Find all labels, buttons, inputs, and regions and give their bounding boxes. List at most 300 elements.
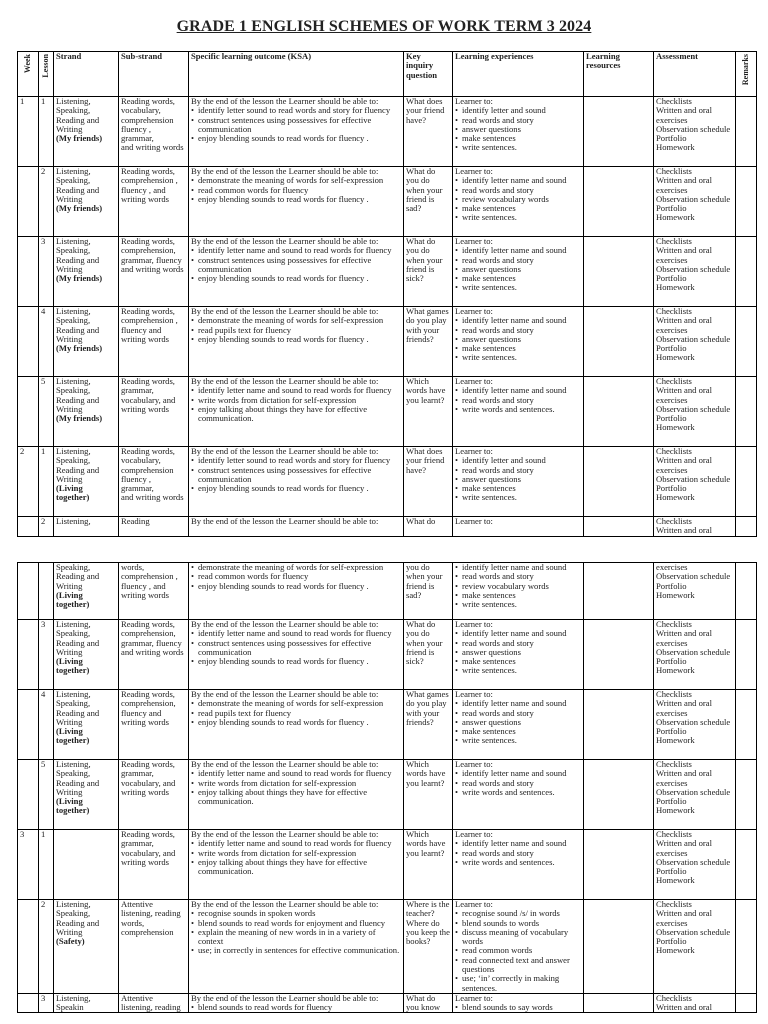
le-cell-intro: Learner to:: [455, 829, 493, 839]
lesson-cell: 4: [39, 307, 54, 377]
slo-cell-item: • identify letter sound to read words and story for fluency: [191, 106, 401, 115]
le-cell-list: [455, 386, 581, 414]
strand-text: Listening, Speaking, Reading and Writing: [56, 376, 100, 414]
lesson-cell: 2: [39, 900, 54, 994]
strand-cell: [54, 563, 119, 620]
header-remarks: Remarks: [736, 52, 757, 97]
strand-theme: (Living together): [56, 726, 90, 746]
le-cell-item: • make sentences: [455, 591, 581, 600]
le-cell-intro: Learner to:: [455, 446, 493, 456]
le-cell-intro: Learner to:: [455, 689, 493, 699]
slo-cell: [189, 993, 404, 1013]
slo-cell: [189, 167, 404, 237]
slo-cell-item: • enjoy blending sounds to read words for fluency .: [191, 718, 401, 727]
resources-cell: [584, 97, 654, 167]
week-cell: [18, 167, 39, 237]
strand-text: Listening, Speaking, Reading and Writing: [56, 759, 100, 797]
table-row: [18, 167, 757, 237]
slo-cell-item: • construct sentences using possessives for effective communication: [191, 639, 401, 658]
strand-cell: [54, 830, 119, 900]
slo-cell-list: [191, 106, 401, 143]
slo-cell-item: • enjoy talking about things they have for effective communication.: [191, 858, 401, 877]
resources-cell: [584, 620, 654, 690]
strand-theme: (My friends): [56, 203, 103, 214]
strand-text: Listening, Speaking, Reading and Writing: [56, 166, 100, 204]
substrand-cell: Reading words, grammar, vocabulary, and writing words: [119, 377, 189, 447]
kiq-cell: What do you know: [404, 993, 453, 1013]
le-cell: [453, 993, 584, 1013]
le-cell-item: • write sentences.: [455, 143, 581, 152]
strand-theme: (My friends): [56, 343, 103, 354]
le-cell: [453, 307, 584, 377]
strand-cell: Listening, Speakin: [54, 993, 119, 1013]
le-cell-item: • write sentences.: [455, 353, 581, 362]
substrand-cell: Reading words, comprehension, fluency and writing words: [119, 690, 189, 760]
le-cell-item: • answer questions: [455, 648, 581, 657]
le-cell-list: [455, 456, 581, 502]
slo-cell-item: • demonstrate the meaning of words for self-expression: [191, 563, 401, 572]
strand-theme: (My friends): [56, 133, 103, 144]
strand-cell: [54, 307, 119, 377]
slo-cell-intro: By the end of the lesson the Learner should be able to:: [191, 376, 379, 386]
le-cell-list: [455, 629, 581, 675]
le-cell-item: • discuss meaning of vocabulary words: [455, 928, 581, 947]
le-cell-item: • read words and story: [455, 256, 581, 265]
table-row: [18, 690, 757, 760]
header-assessment: Assessment: [654, 52, 736, 97]
lesson-cell: [39, 563, 54, 620]
lesson-cell: 1: [39, 447, 54, 517]
le-cell-item: • read common words: [455, 946, 581, 955]
le-cell-item: • answer questions: [455, 335, 581, 344]
strand-cell: [54, 97, 119, 167]
schemes-table-page-2: [17, 562, 757, 1013]
slo-cell-item: • enjoy blending sounds to read words for fluency .: [191, 484, 401, 493]
le-cell-item: • write sentences.: [455, 600, 581, 609]
le-cell-item: • read connected text and answer questions: [455, 956, 581, 975]
kiq-cell: What does your friend have?: [404, 97, 453, 167]
assessment-cell: Checklists Written and oral exercises Observation schedule Portfolio Homework: [654, 237, 736, 307]
slo-cell: [189, 690, 404, 760]
le-cell-item: • answer questions: [455, 265, 581, 274]
resources-cell: [584, 517, 654, 537]
table-row: [18, 900, 757, 994]
strand-text: Listening, Speaking, Reading and Writing: [56, 899, 100, 937]
remarks-cell: [736, 760, 757, 830]
slo-cell: [189, 237, 404, 307]
substrand-cell: words, comprehension , fluency , and writing words: [119, 563, 189, 620]
strand-text: Speaking, Reading and Writing: [56, 562, 100, 591]
week-cell: [18, 760, 39, 830]
slo-cell-item: • use; in correctly in sentences for effective communication.: [191, 946, 401, 955]
assessment-cell: Checklists Written and oral exercises Observation schedule Portfolio Homework: [654, 830, 736, 900]
le-cell-intro: Learner to:: [455, 306, 493, 316]
lesson-cell: 2: [39, 517, 54, 537]
remarks-cell: [736, 993, 757, 1013]
slo-cell-item: • enjoy blending sounds to read words for fluency .: [191, 195, 401, 204]
table-row: [18, 830, 757, 900]
strand-theme: (Living together): [56, 589, 90, 610]
slo-cell-item: • demonstrate the meaning of words for self-expression: [191, 699, 401, 708]
le-cell-item: • write sentences.: [455, 736, 581, 745]
slo-cell-list: [191, 246, 401, 283]
assessment-cell: Checklists Written and oral exercises Observation schedule Portfolio Homework: [654, 167, 736, 237]
kiq-cell: Which words have you learnt?: [404, 760, 453, 830]
slo-cell-item: • identify letter name and sound to read words for fluency: [191, 769, 401, 778]
le-cell-list: [455, 699, 581, 745]
slo-cell: [189, 307, 404, 377]
remarks-cell: [736, 237, 757, 307]
slo-cell-item: • blend sounds to read words for fluency: [191, 1003, 401, 1012]
lesson-cell: 4: [39, 690, 54, 760]
le-cell-intro: Learner to:: [455, 619, 493, 629]
week-cell: [18, 620, 39, 690]
le-cell-list: [455, 106, 581, 152]
slo-cell-intro: By the end of the lesson the Learner should be able to:: [191, 236, 379, 246]
slo-cell-list: [191, 629, 401, 666]
slo-cell-intro: By the end of the lesson the Learner should be able to:: [191, 689, 379, 699]
table-row: [18, 760, 757, 830]
assessment-cell: Checklists Written and oral exercises Observation schedule Portfolio Homework: [654, 690, 736, 760]
resources-cell: [584, 377, 654, 447]
resources-cell: [584, 307, 654, 377]
remarks-cell: [736, 377, 757, 447]
slo-cell-item: • recognise sounds in spoken words: [191, 909, 401, 918]
substrand-cell: Reading words, grammar, vocabulary, and writing words: [119, 830, 189, 900]
substrand-cell: Reading words, grammar, vocabulary, and writing words: [119, 760, 189, 830]
lesson-cell: 3: [39, 993, 54, 1013]
le-cell-item: • write words and sentences.: [455, 788, 581, 797]
le-cell: Learner to:: [453, 517, 584, 537]
table-row: [18, 307, 757, 377]
kiq-cell: Where is the teacher? Where do you keep the books?: [404, 900, 453, 994]
header-substrand: Sub-strand: [119, 52, 189, 97]
le-cell: [453, 690, 584, 760]
le-cell-item: • identify letter name and sound: [455, 629, 581, 638]
header-row: [18, 52, 757, 97]
week-cell: [18, 237, 39, 307]
slo-cell-list: [191, 839, 401, 876]
strand-text: Listening, Speaking, Reading and Writing: [56, 306, 100, 344]
le-cell-intro: Learner to:: [455, 899, 493, 909]
le-cell-item: • read words and story: [455, 186, 581, 195]
remarks-cell: [736, 690, 757, 760]
strand-cell: [54, 237, 119, 307]
week-cell: 1: [18, 97, 39, 167]
strand-cell: [54, 167, 119, 237]
resources-cell: [584, 830, 654, 900]
assessment-cell: Checklists Written and oral: [654, 993, 736, 1013]
le-cell-item: • identify letter name and sound: [455, 699, 581, 708]
table-row: [18, 620, 757, 690]
le-cell-item: • identify letter name and sound: [455, 246, 581, 255]
le-cell-item: • review vocabulary words: [455, 582, 581, 591]
week-cell: [18, 517, 39, 537]
le-cell-list: [455, 909, 581, 993]
substrand-cell: Reading words, vocabulary, comprehension fluency , grammar, and writing words: [119, 97, 189, 167]
le-cell: [453, 900, 584, 994]
le-cell-list: [455, 769, 581, 797]
resources-cell: [584, 993, 654, 1013]
document-title: GRADE 1 ENGLISH SCHEMES OF WORK TERM 3 2024: [176, 18, 592, 35]
le-cell-item: • make sentences: [455, 274, 581, 283]
slo-cell: [189, 620, 404, 690]
le-cell-item: • identify letter name and sound: [455, 316, 581, 325]
table-row-partial: [18, 517, 757, 537]
assessment-cell: Checklists Written and oral exercises Observation schedule Portfolio Homework: [654, 620, 736, 690]
kiq-cell: you do when your friend is sad?: [404, 563, 453, 620]
le-cell-item: • identify letter name and sound: [455, 839, 581, 848]
le-cell-list: [455, 563, 581, 609]
remarks-cell: [736, 447, 757, 517]
kiq-cell: Which words have you learnt?: [404, 830, 453, 900]
slo-cell-intro: By the end of the lesson the Learner should be able to:: [191, 759, 379, 769]
remarks-cell: [736, 620, 757, 690]
assessment-cell: Checklists Written and oral exercises Observation schedule Portfolio Homework: [654, 307, 736, 377]
le-cell-item: • write sentences.: [455, 666, 581, 675]
table-row: [18, 377, 757, 447]
slo-cell: [189, 563, 404, 620]
slo-cell-item: • demonstrate the meaning of words for self-expression: [191, 316, 401, 325]
kiq-cell: What games do you play with your friends?: [404, 690, 453, 760]
header-kiq: Key inquiry question: [404, 52, 453, 97]
strand-cell: [54, 690, 119, 760]
le-cell-list: [455, 316, 581, 362]
kiq-cell: What does your friend have?: [404, 447, 453, 517]
le-cell-list: [455, 839, 581, 867]
slo-cell: [189, 830, 404, 900]
resources-cell: [584, 237, 654, 307]
slo-cell-intro: By the end of the lesson the Learner should be able to:: [191, 993, 379, 1003]
substrand-cell: Reading: [119, 517, 189, 537]
slo-cell-list: [191, 563, 401, 591]
week-cell: [18, 563, 39, 620]
le-cell-item: • write sentences.: [455, 493, 581, 502]
schemes-table-page-1: [17, 51, 757, 537]
table-row: [18, 97, 757, 167]
week-cell: [18, 900, 39, 994]
strand-cell: Listening,: [54, 517, 119, 537]
slo-cell-item: • read pupils text for fluency: [191, 709, 401, 718]
header-learning-resources: Learning resources: [584, 52, 654, 97]
le-cell: [453, 377, 584, 447]
strand-text: Listening, Speaking, Reading and Writing: [56, 236, 100, 274]
le-cell: [453, 447, 584, 517]
slo-cell-list: [191, 456, 401, 493]
header-strand: Strand: [54, 52, 119, 97]
le-cell-item: • make sentences: [455, 344, 581, 353]
strand-theme: (Living together): [56, 656, 90, 676]
substrand-cell: Reading words, comprehension, grammar, fluency and writing words: [119, 620, 189, 690]
le-cell: [453, 97, 584, 167]
slo-cell: [189, 377, 404, 447]
slo-cell-item: • construct sentences using possessives for effective communication: [191, 116, 401, 135]
slo-cell-list: [191, 769, 401, 806]
le-cell-item: • identify letter name and sound: [455, 386, 581, 395]
slo-cell-item: • construct sentences using possessives for effective communication: [191, 466, 401, 485]
slo-cell-item: • read common words for fluency: [191, 186, 401, 195]
lesson-cell: 1: [39, 97, 54, 167]
slo-cell-list: [191, 316, 401, 344]
slo-cell: [189, 97, 404, 167]
le-cell-item: • identify letter name and sound: [455, 176, 581, 185]
le-cell-item: • read words and story: [455, 779, 581, 788]
le-cell-item: • answer questions: [455, 718, 581, 727]
le-cell-list: [455, 246, 581, 292]
resources-cell: [584, 760, 654, 830]
slo-cell-item: • identify letter name and sound to read words for fluency: [191, 839, 401, 848]
table-row-continued: [18, 563, 757, 620]
strand-text: Listening, Speaking, Reading and Writing: [56, 619, 100, 657]
slo-cell-intro: By the end of the lesson the Learner should be able to:: [191, 446, 379, 456]
strand-theme: (My friends): [56, 273, 103, 284]
strand-cell: [54, 377, 119, 447]
header-slo: Specific learning outcome (KSA): [189, 52, 404, 97]
slo-cell-intro: By the end of the lesson the Learner should be able to:: [191, 619, 379, 629]
resources-cell: [584, 447, 654, 517]
header-lesson: Lesson: [39, 52, 54, 97]
slo-cell-item: • explain the meaning of new words in in a variety of context: [191, 928, 401, 947]
strand-theme: (Living together): [56, 483, 90, 503]
le-cell-item: • write sentences.: [455, 283, 581, 292]
le-cell-list: [455, 1003, 581, 1012]
slo-cell-item: • enjoy blending sounds to read words for fluency .: [191, 657, 401, 666]
slo-cell-intro: By the end of the lesson the Learner should be able to:: [191, 306, 379, 316]
substrand-cell: Attentive listening, reading words, comprehension: [119, 900, 189, 994]
assessment-cell: Checklists Written and oral exercises Observation schedule Portfolio Homework: [654, 900, 736, 994]
le-cell-item: • blend sounds to words: [455, 919, 581, 928]
week-cell: [18, 307, 39, 377]
slo-cell-item: • enjoy talking about things they have for effective communication.: [191, 788, 401, 807]
le-cell-intro: Learner to:: [455, 236, 493, 246]
le-cell-item: • answer questions: [455, 475, 581, 484]
resources-cell: [584, 167, 654, 237]
assessment-cell: exercises Observation schedule Portfolio Homework: [654, 563, 736, 620]
slo-cell: [189, 900, 404, 994]
le-cell-item: • read words and story: [455, 639, 581, 648]
strand-text: Listening, Speaking, Reading and Writing: [56, 96, 100, 134]
strand-theme: (My friends): [56, 413, 103, 424]
slo-cell: [189, 760, 404, 830]
remarks-cell: [736, 563, 757, 620]
slo-cell-list: [191, 1003, 401, 1012]
le-cell-item: • read words and story: [455, 709, 581, 718]
slo-cell-item: • identify letter sound to read words and story for fluency: [191, 456, 401, 465]
le-cell-item: • identify letter name and sound: [455, 769, 581, 778]
remarks-cell: [736, 97, 757, 167]
le-cell: [453, 563, 584, 620]
slo-cell-item: • read common words for fluency: [191, 572, 401, 581]
strand-text: Listening, Speaking, Reading and Writing: [56, 689, 100, 727]
week-cell: 3: [18, 830, 39, 900]
slo-cell-list: [191, 699, 401, 727]
kiq-cell: Which words have you learnt?: [404, 377, 453, 447]
le-cell: [453, 167, 584, 237]
week-cell: [18, 690, 39, 760]
le-cell-item: • blend sounds to say words: [455, 1003, 581, 1012]
slo-cell-intro: By the end of the lesson the Learner should be able to:: [191, 829, 379, 839]
assessment-cell: Checklists Written and oral exercises Observation schedule Portfolio Homework: [654, 760, 736, 830]
lesson-cell: 3: [39, 620, 54, 690]
lesson-cell: 5: [39, 377, 54, 447]
substrand-cell: Reading words, vocabulary, comprehension fluency , grammar, and writing words: [119, 447, 189, 517]
table-row: [18, 237, 757, 307]
kiq-cell: What games do you play with your friends?: [404, 307, 453, 377]
remarks-cell: [736, 830, 757, 900]
slo-cell-item: • enjoy blending sounds to read words for fluency .: [191, 335, 401, 344]
le-cell-intro: Learner to:: [455, 166, 493, 176]
strand-cell: [54, 447, 119, 517]
assessment-cell: Checklists Written and oral: [654, 517, 736, 537]
strand-cell: [54, 900, 119, 994]
le-cell-item: • write words and sentences.: [455, 405, 581, 414]
le-cell-item: • read words and story: [455, 396, 581, 405]
slo-cell-list: [191, 176, 401, 204]
le-cell-item: • write words and sentences.: [455, 858, 581, 867]
le-cell-item: • make sentences: [455, 484, 581, 493]
lesson-cell: 1: [39, 830, 54, 900]
le-cell-item: • make sentences: [455, 727, 581, 736]
remarks-cell: [736, 900, 757, 994]
le-cell-item: • make sentences: [455, 657, 581, 666]
le-cell: [453, 237, 584, 307]
remarks-cell: [736, 517, 757, 537]
slo-cell-item: • blend sounds to read words for enjoyment and fluency: [191, 919, 401, 928]
le-cell-item: • use; ‘in’ correctly in making sentences.: [455, 974, 581, 993]
le-cell-item: • make sentences: [455, 134, 581, 143]
slo-cell-intro: By the end of the lesson the Learner should be able to:: [191, 96, 379, 106]
slo-cell-intro: By the end of the lesson the Learner should be able to:: [191, 899, 379, 909]
slo-cell-item: • read pupils text for fluency: [191, 326, 401, 335]
le-cell-intro: Learner to:: [455, 96, 493, 106]
le-cell: [453, 620, 584, 690]
le-cell: [453, 760, 584, 830]
table-row: [18, 447, 757, 517]
le-cell: [453, 830, 584, 900]
le-cell-item: • write sentences.: [455, 213, 581, 222]
strand-text: Listening, Speaking, Reading and Writing: [56, 446, 100, 484]
substrand-cell: Reading words, comprehension , fluency , and writing words: [119, 167, 189, 237]
slo-cell-item: • write words from dictation for self-expression: [191, 849, 401, 858]
le-cell-intro: Learner to:: [455, 759, 493, 769]
le-cell-item: • answer questions: [455, 125, 581, 134]
lesson-cell: 5: [39, 760, 54, 830]
le-cell-item: • read words and story: [455, 572, 581, 581]
le-cell-item: • recognise sound /s/ in words: [455, 909, 581, 918]
assessment-cell: Checklists Written and oral exercises Observation schedule Portfolio Homework: [654, 447, 736, 517]
header-learning-experiences: Learning experiences: [453, 52, 584, 97]
le-cell-item: • review vocabulary words: [455, 195, 581, 204]
week-cell: [18, 993, 39, 1013]
le-cell-list: [455, 176, 581, 222]
slo-cell-intro: By the end of the lesson the Learner should be able to:: [191, 166, 379, 176]
week-cell: [18, 377, 39, 447]
substrand-cell: Reading words, comprehension , fluency and writing words: [119, 307, 189, 377]
lesson-cell: 2: [39, 167, 54, 237]
table-row-partial: [18, 993, 757, 1013]
slo-cell-item: • write words from dictation for self-expression: [191, 779, 401, 788]
le-cell-item: • identify letter and sound: [455, 106, 581, 115]
slo-cell-item: • demonstrate the meaning of words for self-expression: [191, 176, 401, 185]
le-cell-item: • read words and story: [455, 116, 581, 125]
le-cell-intro: Learner to:: [455, 993, 493, 1003]
le-cell-item: • identify letter name and sound: [455, 563, 581, 572]
strand-cell: [54, 760, 119, 830]
assessment-cell: Checklists Written and oral exercises Observation schedule Portfolio Homework: [654, 97, 736, 167]
kiq-cell: What do you do when your friend is sick?: [404, 620, 453, 690]
strand-theme: (Living together): [56, 796, 90, 816]
slo-cell-item: • write words from dictation for self-expression: [191, 396, 401, 405]
